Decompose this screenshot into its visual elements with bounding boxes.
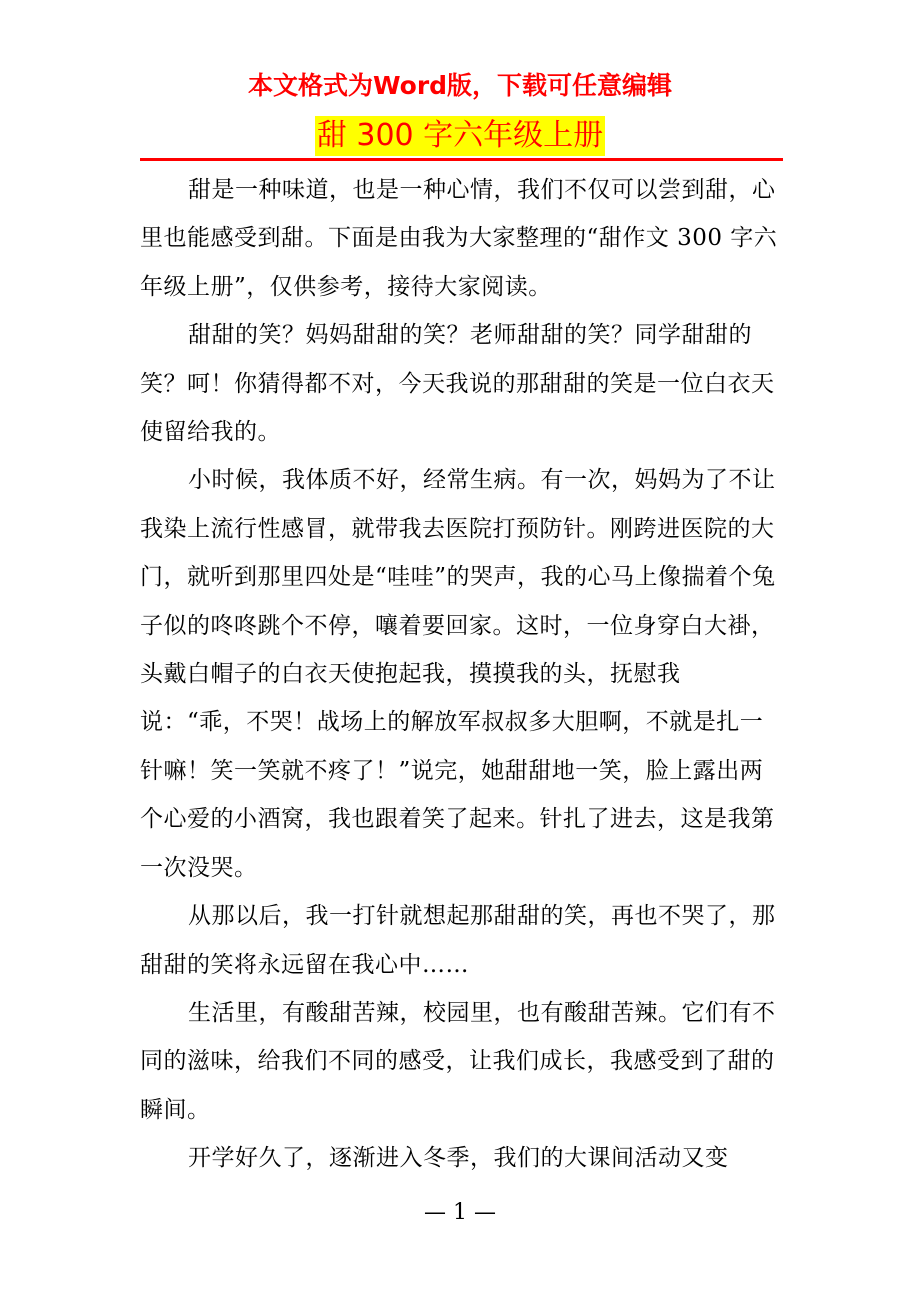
document-body: [140, 166, 780, 1183]
paragraph-3: 小时候，我体质不好，经常生病。有一次，妈妈为了不让我染上流行性感冒，就带我去医院打预防针。刚跨进医院的大门，就听到那里四处是“哇哇”的哭声，我的心马上像揣着个兔子似的咚咚跳个不停，嚷着要回家。这时，一位身穿白大褂，头戴白帽子的白衣天使抱起我，摸摸我的头，抚慰我说：“乖，不哭！战场上的解放军叔叔多大胆啊，不就是扎一针嘛！笑一笑就不疼了！”说完，她甜甜地一笑，脸上露出两个心爱的小酒窝，我也跟着笑了起来。针扎了进去，这是我第一次没哭。: [140, 467, 776, 881]
paragraph-4: 从那以后，我一打针就想起那甜甜的笑，再也不哭了，那甜甜的笑将永远留在我心中……: [140, 903, 776, 978]
title-divider: [140, 158, 783, 161]
paragraph-1: 甜是一种味道，也是一种心情，我们不仅可以尝到甜，心里也能感受到甜。下面是由我为大家整理的“甜作文 300 字六年级上册”，仅供参考，接待大家阅读。: [140, 177, 778, 300]
title-container: [0, 116, 920, 156]
paragraph-6: 开学好久了，逐渐进入冬季，我们的大课间活动又变: [188, 1145, 729, 1172]
format-notice: 本文格式为Word版，下载可任意编辑: [247, 71, 673, 100]
paragraph-5: 生活里，有酸甜苦辣，校园里，也有酸甜苦辣。它们有不同的滋味，给我们不同的感受，让我们成长，我感受到了甜的瞬间。: [140, 999, 776, 1123]
document-title: 甜 300 字六年级上册: [315, 116, 605, 156]
page-number: — 1 —: [424, 1200, 496, 1225]
paragraph-2: 甜甜的笑？妈妈甜甜的笑？老师甜甜的笑？同学甜甜的笑？呵！你猜得都不对，今天我说的那甜甜的笑是一位白衣天使留给我的。: [140, 322, 775, 446]
